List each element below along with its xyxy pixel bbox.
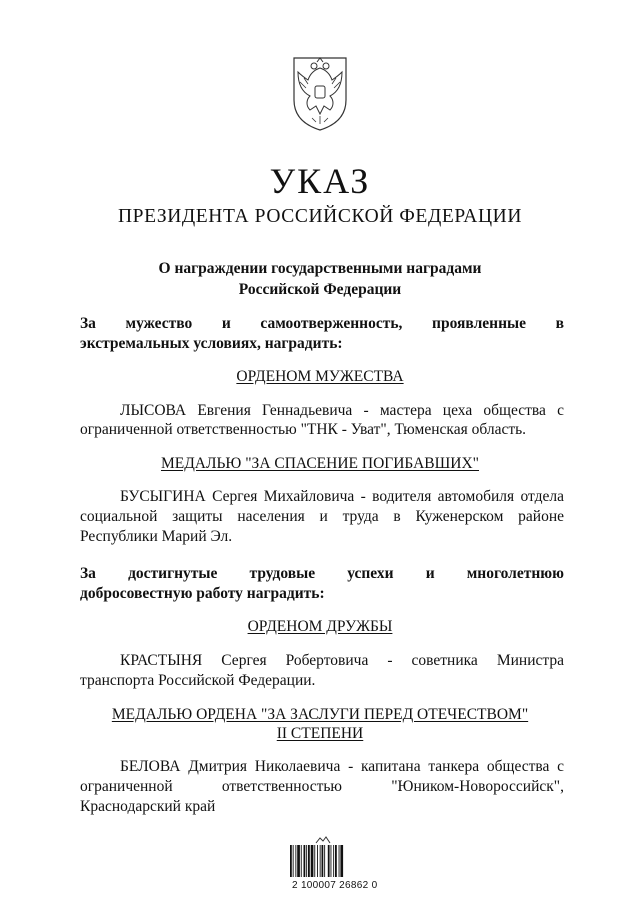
award-title-order-of-courage: ОРДЕНОМ МУЖЕСТВА <box>236 368 404 385</box>
page-subtitle: ПРЕЗИДЕНТА РОССИЙСКОЙ ФЕДЕРАЦИИ <box>117 206 523 227</box>
award-title-medal-merit-line1: МЕДАЛЬЮ ОРДЕНА "ЗА ЗАСЛУГИ ПЕРЕД ОТЕЧЕСТВОМ" <box>111 706 529 723</box>
intro-word: За <box>80 315 96 332</box>
section1-intro-line1 <box>80 315 564 333</box>
section1-intro-line2: экстремальных условиях, наградить: <box>80 335 343 352</box>
russian-coat-of-arms-icon <box>286 52 354 132</box>
award2-text-line1: БУСЫГИНА Сергея Михайловича - водителя автомобиля отдела <box>120 488 564 505</box>
award4-text-line2: ограниченной ответственностью "Юником-Новороссийск", <box>80 778 564 795</box>
intro-word: мужество <box>125 315 193 332</box>
award1-text-line1: ЛЫСОВА Евгения Геннадьевича - мастера цеха общества с <box>120 402 564 419</box>
decree-subject-line1: О награждении государственными наградами <box>158 260 482 277</box>
intro-word: самоотверженность, <box>260 315 403 332</box>
award2-text-line3: Республики Марий Эл. <box>80 528 233 545</box>
barcode-icon <box>290 845 360 877</box>
award-title-order-of-friendship: ОРДЕНОМ ДРУЖБЫ <box>247 618 393 635</box>
intro-word: проявленные <box>432 315 526 332</box>
printer-mark-icon <box>315 836 331 844</box>
award-title-medal-merit-line2: II СТЕПЕНИ <box>276 725 364 742</box>
award2-text-line2: социальной защиты населения и труда в Куженерском районе <box>80 508 564 525</box>
award4-text-line1: БЕЛОВА Дмитрия Николаевича - капитана танкера общества с <box>120 758 564 775</box>
award1-text-line2: ограниченной ответственностью "ТНК - Уват", Тюменская область. <box>80 421 527 438</box>
intro-word: и <box>221 315 231 332</box>
page-title: УКАЗ <box>269 161 371 201</box>
intro-word: в <box>555 315 564 332</box>
section2-intro-line1: За достигнутые трудовые успехи и многолетнюю <box>80 565 564 582</box>
award3-text-line2: транспорта Российской Федерации. <box>80 672 316 689</box>
barcode-number: 2 100007 26862 0 <box>292 880 378 891</box>
award-title-medal-rescue: МЕДАЛЬЮ "ЗА СПАСЕНИЕ ПОГИБАВШИХ" <box>160 455 479 472</box>
award3-text-line1: КРАСТЫНЯ Сергея Робертовича - советника Министра <box>120 652 564 669</box>
award4-text-line3: Краснодарский край <box>80 798 216 815</box>
decree-subject-line2: Российской Федерации <box>238 281 402 298</box>
section2-intro-line2: добросовестную работу наградить: <box>80 585 325 602</box>
